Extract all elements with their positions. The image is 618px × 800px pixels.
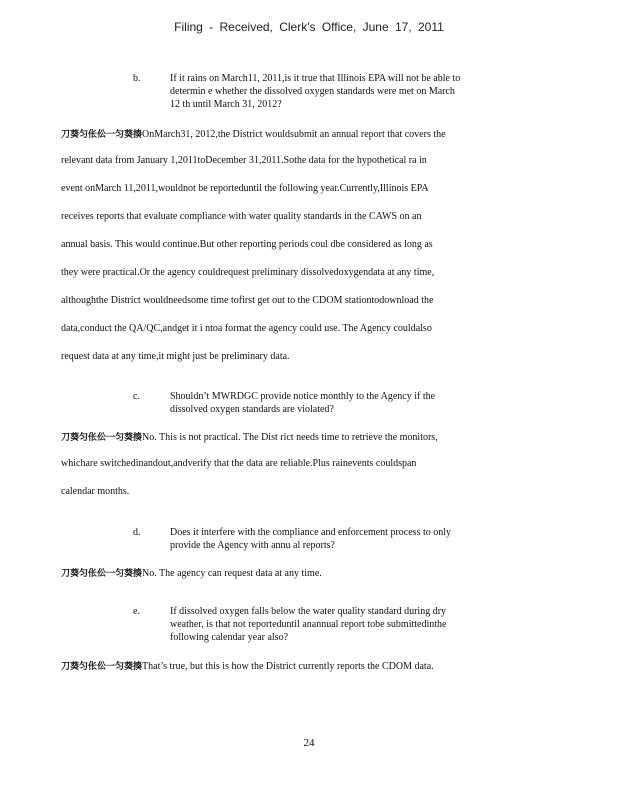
answer-line: they were practical.Or the agency couldrequest preliminary dissolvedoxygendata at any time,: [61, 267, 435, 278]
question-text: [170, 72, 530, 111]
question-line: following calendar year also?: [170, 632, 289, 643]
answer-line: 刀葵匀伥伀一匀葵揍No. The agency can request data at any time.: [61, 568, 322, 579]
speaker-tag: 刀葵匀伥伀一匀葵揍: [61, 433, 143, 443]
question-line: If it rains on March11, 2011,is it true that Illinois EPA will not be able to: [170, 73, 461, 84]
question-letter: d.: [133, 527, 141, 538]
question-line: Does it interfere with the compliance and enforcement process to only: [170, 527, 452, 538]
answer-line: event onMarch 11,2011,wouldnot be reporteduntil the following year.Currently,Illinois EPA: [61, 183, 429, 194]
question-letter: e.: [133, 606, 140, 617]
answer-line: 刀葵匀伥伀一匀葵揍OnMarch31, 2012,the District wouldsubmit an annual report that covers the: [61, 129, 446, 140]
question-line: 12 th until March 31, 2012?: [170, 99, 282, 110]
question-line: If dissolved oxygen falls below the water quality standard during dry: [170, 606, 447, 617]
page-number: 24: [303, 737, 315, 749]
answer-line: althoughthe District wouldneedsome time tofirst get out to the CDOM stationtodownload the: [61, 295, 434, 306]
speaker-tag: 刀葵匀伥伀一匀葵揍: [61, 569, 143, 579]
question-line: provide the Agency with annu al reports?: [170, 540, 335, 551]
question-letter: c.: [133, 391, 140, 402]
question-line: dissolved oxygen standards are violated?: [170, 404, 334, 415]
question-line: weather, is that not reporteduntil anannual report tobe submittedinthe: [170, 619, 447, 630]
speaker-tag: 刀葵匀伥伀一匀葵揍: [61, 130, 143, 140]
answer-line: 刀葵匀伥伀一匀葵揍No. This is not practical. The Dist rict needs time to retrieve the monitors,: [61, 432, 438, 443]
question-text: [170, 605, 530, 644]
question-line: determin e whether the dissolved oxygen standards were met on March: [170, 86, 455, 97]
answer-line: 刀葵匀伥伀一匀葵揍That’s true, but this is how the District currently reports the CDOM data.: [61, 661, 434, 672]
answer-line: calendar months.: [61, 486, 130, 497]
filing-header: Filing - Received, Clerk's Office, June 17, 2011: [174, 20, 444, 34]
answer-line: data,conduct the QA/QC,andget it i ntoa format the agency could use. The Agency couldalso: [61, 323, 432, 334]
question-letter: b.: [133, 73, 141, 84]
speaker-tag: 刀葵匀伥伀一匀葵揍: [61, 662, 143, 672]
answer-line: relevant data from January 1,2011toDecember 31,2011.Sothe data for the hypothetical ra in: [61, 155, 427, 166]
answer-line: receives reports that evaluate compliance with water quality standards in the CAWS on an: [61, 211, 422, 222]
answer-line: request data at any time,it might just be preliminary data.: [61, 351, 290, 362]
question-text: [170, 390, 530, 416]
answer-line: annual basis. This would continue.But other reporting periods coul dbe considered as long as: [61, 239, 433, 250]
question-text: [170, 526, 530, 552]
answer-line: whichare switchedinandout,andverify that the data are reliable.Plus rainevents couldspan: [61, 458, 417, 469]
question-line: Shouldn’t MWRDGC provide notice monthly to the Agency if the: [170, 391, 436, 402]
